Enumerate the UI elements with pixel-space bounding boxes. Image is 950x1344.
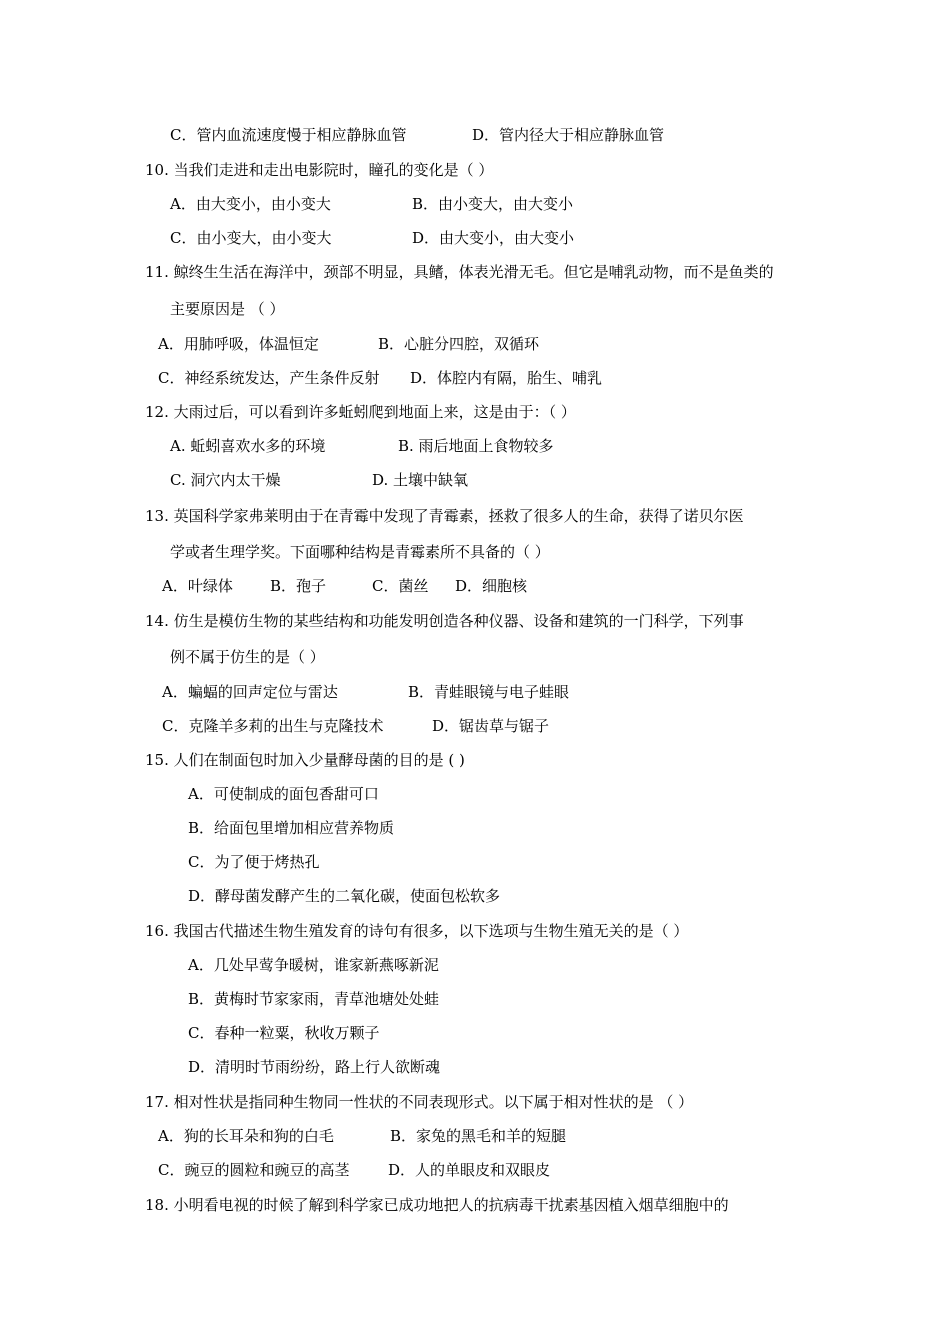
answer-option: B．心脏分四腔，双循环: [378, 335, 540, 353]
answer-option: D．由大变小，由大变小: [412, 229, 575, 247]
answer-option: D．细胞核: [455, 577, 528, 595]
question-text: 12. 大雨过后，可以看到许多蚯蚓爬到地面上来，这是由于：（ ）: [145, 403, 576, 421]
question-text: C．春种一粒粟，秋收万颗子: [188, 1024, 380, 1042]
answer-option: C．克隆羊多莉的出生与克隆技术: [162, 717, 384, 735]
question-text: 11. 鲸终生生活在海洋中，颈部不明显，具鳍，体表光滑无毛。但它是哺乳动物，而不是鱼类的: [145, 263, 774, 281]
question-text: D．清明时节雨纷纷，路上行人欲断魂: [188, 1058, 441, 1076]
answer-option: B．青蛙眼镜与电子蛙眼: [408, 683, 570, 701]
answer-option: C．由小变大，由小变大: [170, 229, 332, 247]
answer-option: D．管内径大于相应静脉血管: [472, 126, 665, 144]
answer-option: C．菌丝: [372, 577, 429, 595]
answer-option: B. 雨后地面上食物较多: [398, 437, 554, 455]
answer-option: C．神经系统发达，产生条件反射: [158, 369, 380, 387]
answer-option: C．管内血流速度慢于相应静脉血管: [170, 126, 407, 144]
answer-option: B．孢子: [270, 577, 327, 595]
answer-option: C. 洞穴内太干燥: [170, 471, 281, 489]
answer-option: D. 土壤中缺氧: [372, 471, 469, 489]
answer-option: A．狗的长耳朵和狗的白毛: [158, 1127, 334, 1145]
answer-option: A．用肺呼吸，体温恒定: [158, 335, 319, 353]
question-text: A．可使制成的面包香甜可口: [188, 785, 379, 803]
question-text: 13. 英国科学家弗莱明由于在青霉中发现了青霉素，拯救了很多人的生命，获得了诺贝尔医: [145, 507, 744, 525]
question-text: 主要原因是 （ ）: [170, 300, 285, 318]
question-text: B．给面包里增加相应营养物质: [188, 819, 395, 837]
answer-option: D．锯齿草与锯子: [432, 717, 550, 735]
question-text: 16. 我国古代描述生物生殖发育的诗句有很多，以下选项与生物生殖无关的是（ ）: [145, 922, 689, 940]
question-text: 14. 仿生是模仿生物的某些结构和功能发明创造各种仪器、设备和建筑的一门科学，下列事: [145, 612, 744, 630]
answer-option: A．蝙蝠的回声定位与雷达: [162, 683, 338, 701]
question-text: 例不属于仿生的是（ ）: [170, 648, 325, 666]
answer-option: B．由小变大，由大变小: [412, 195, 574, 213]
question-text: D．酵母菌发酵产生的二氧化碳，使面包松软多: [188, 887, 501, 905]
answer-option: D．体腔内有隔，胎生、哺乳: [410, 369, 603, 387]
answer-option: C．豌豆的圆粒和豌豆的高茎: [158, 1161, 350, 1179]
answer-option: A．由大变小，由小变大: [170, 195, 331, 213]
question-text: 学或者生理学奖。下面哪种结构是青霉素所不具备的（ ）: [170, 543, 550, 561]
question-text: A．几处早莺争暖树，谁家新燕啄新泥: [188, 956, 439, 974]
answer-option: B．家兔的黑毛和羊的短腿: [390, 1127, 567, 1145]
answer-option: A. 蚯蚓喜欢水多的环境: [170, 437, 326, 455]
question-text: 18. 小明看电视的时候了解到科学家已成功地把人的抗病毒干扰素基因植入烟草细胞中的: [145, 1196, 729, 1214]
answer-option: D．人的单眼皮和双眼皮: [388, 1161, 551, 1179]
question-text: 10. 当我们走进和走出电影院时，瞳孔的变化是（ ）: [145, 161, 494, 179]
question-text: 15. 人们在制面包时加入少量酵母菌的目的是 ( ): [145, 751, 465, 769]
answer-option: A．叶绿体: [162, 577, 233, 595]
question-text: 17. 相对性状是指同种生物同一性状的不同表现形式。以下属于相对性状的是 （ ）: [145, 1093, 694, 1111]
question-text: B．黄梅时节家家雨，青草池塘处处蛙: [188, 990, 440, 1008]
question-text: C．为了便于烤热孔: [188, 853, 320, 871]
